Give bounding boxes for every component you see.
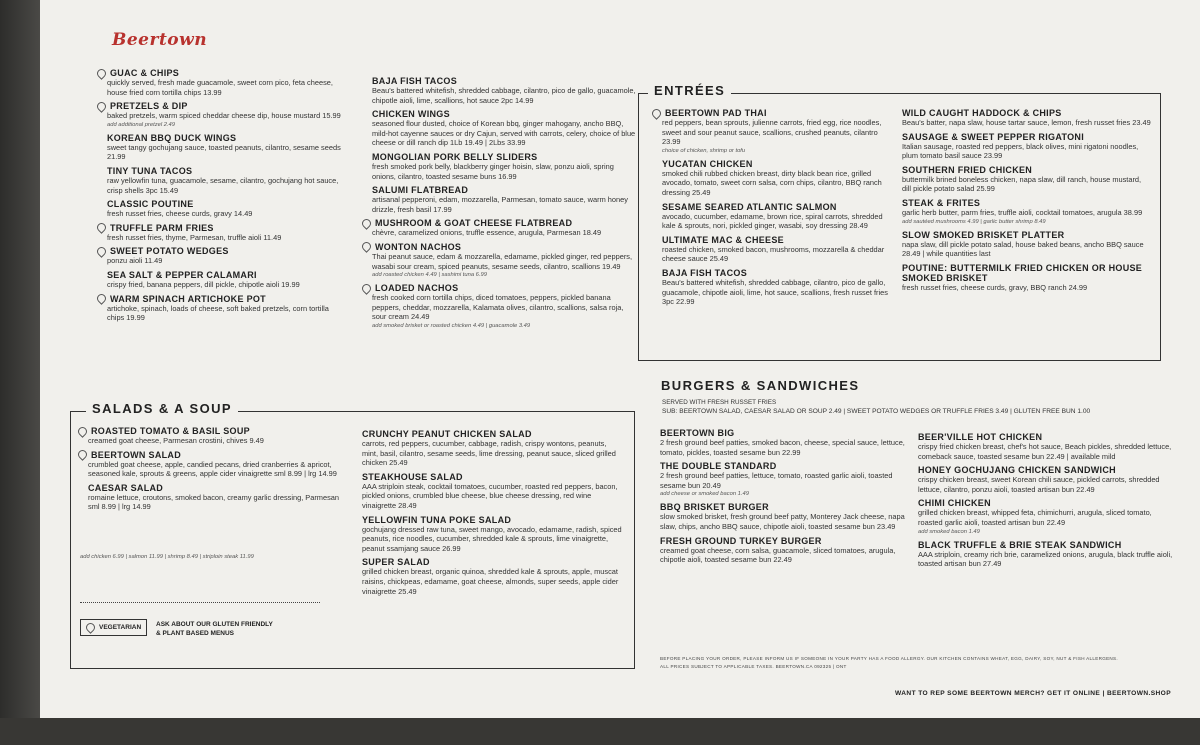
- burgers-served-note: SERVED WITH FRESH RUSSET FRIES: [662, 399, 777, 406]
- menu-item: [97, 68, 347, 97]
- vegetarian-legend: [80, 619, 147, 636]
- menu-item-title: SUPER SALAD: [362, 557, 430, 568]
- menu-item-name: [660, 461, 908, 471]
- menu-item-name: [97, 294, 347, 304]
- menu-item-title: GUAC & CHIPS: [110, 68, 180, 78]
- menu-item-title: STEAK & FRITES: [902, 197, 981, 208]
- menu-item: [362, 557, 624, 596]
- menu-item-title: CLASSIC POUTINE: [107, 199, 194, 210]
- menu-item: [652, 268, 897, 307]
- menu-page: [40, 0, 1200, 718]
- salads-right-column: [362, 429, 624, 600]
- menu-item-description: fresh russet fries, thyme, Parmesan, truffle aioli 11.49: [107, 232, 282, 242]
- menu-item: [902, 165, 1152, 194]
- menu-item-addon: add sautéed mushrooms 4.99 | garlic butter shrimp 8.49: [902, 218, 1046, 225]
- menu-item: [97, 294, 347, 323]
- menu-item-name: [78, 483, 348, 493]
- gluten-friendly-note: [156, 620, 273, 638]
- menu-item-description: crispy fried chicken breast, chef's hot sauce, Beach pickles, shredded lettuce, comeback sauce, toasted sesame bun 22.49 | available mild: [918, 442, 1172, 461]
- menu-item-title: SESAME SEARED ATLANTIC SALMON: [662, 201, 837, 212]
- menu-item: [918, 540, 1178, 569]
- menu-item: [362, 76, 637, 105]
- menu-item-title: MONGOLIAN PORK BELLY SLIDERS: [372, 151, 538, 162]
- menu-item: [97, 270, 347, 290]
- menu-item-title: WARM SPINACH ARTICHOKE POT: [110, 293, 266, 304]
- menu-item-description: fresh cooked corn tortilla chips, diced tomatoes, peppers, pickled banana peppers, cheddar, mozzarella, Kalamata olives, cilantro, scallions, salsa roja, sour cream 24.49: [372, 293, 624, 322]
- menu-item: [660, 428, 908, 457]
- brand-logo: Beertown: [112, 30, 208, 50]
- menu-item-name: [660, 502, 908, 512]
- menu-item-title: CHIMI CHICKEN: [918, 498, 991, 509]
- menu-item-name: [97, 246, 347, 256]
- menu-item-name: [918, 498, 1178, 508]
- menu-item-title: YELLOWFIN TUNA POKE SALAD: [362, 514, 512, 525]
- menu-item-name: [78, 450, 348, 460]
- menu-item: [362, 515, 624, 554]
- entrees-title: ENTRÉES: [648, 83, 731, 98]
- menu-item-title: WONTON NACHOS: [375, 241, 462, 252]
- menu-item-title: BLACK TRUFFLE & BRIE STEAK SANDWICH: [918, 539, 1122, 550]
- menu-item-description: sweet tangy gochujang sauce, toasted peanuts, cilantro, sesame seeds 21.99: [107, 142, 341, 162]
- tax-note: ALL PRICES SUBJECT TO APPLICABLE TAXES. BEERTOWN.CA 092325 | ONT: [660, 664, 847, 669]
- burgers-left-column: [660, 428, 908, 569]
- menu-item-name: [902, 263, 1152, 283]
- menu-item-title: ULTIMATE MAC & CHEESE: [662, 234, 784, 245]
- menu-item-description: Beau's battered whitefish, shredded cabbage, cilantro, pico de gallo, guacamole, chipotle aioli, lime, scallions, hot sauce 2pc 14.99: [372, 86, 636, 105]
- appetizers-middle-column: [362, 76, 637, 334]
- menu-item-title: SWEET POTATO WEDGES: [110, 246, 229, 257]
- menu-item-title: SEA SALT & PEPPER CALAMARI: [107, 269, 257, 280]
- menu-item: [97, 199, 347, 219]
- menu-item-description: chèvre, caramelized onions, truffle essence, arugula, Parmesan 18.49: [372, 228, 602, 238]
- menu-item-title: LOADED NACHOS: [375, 283, 459, 294]
- menu-item: [902, 198, 1152, 226]
- vegetarian-leaf-icon: [84, 621, 97, 634]
- menu-item-title: BEERTOWN PAD THAI: [665, 108, 767, 118]
- menu-item-title: SALUMI FLATBREAD: [372, 185, 469, 196]
- menu-item-addon: add cheese or smoked bacon 1.49: [660, 491, 749, 498]
- menu-item-title: BAJA FISH TACOS: [662, 267, 748, 278]
- menu-item: [97, 223, 347, 243]
- menu-item: [918, 465, 1178, 494]
- menu-item-title: CHICKEN WINGS: [372, 109, 450, 120]
- appetizers-left-column: [97, 68, 347, 327]
- menu-item-addon: choice of chicken, shrimp or tofu: [662, 147, 746, 154]
- burgers-title: BURGERS & SANDWICHES: [661, 378, 860, 393]
- allergen-note: BEFORE PLACING YOUR ORDER, PLEASE INFORM US IF SOMEONE IN YOUR PARTY HAS A FOOD ALLERGY. OUR KITCHEN CONTAINS WHEAT, EGG, DAIRY, SOY, NUT & FISH ALLERGENS.: [660, 656, 1118, 661]
- menu-item-name: [97, 133, 347, 143]
- menu-item-description: buttermilk brined boneless chicken, napa slaw, dill ranch, house mustard, dill pickle potato salad 25.99: [902, 174, 1142, 194]
- menu-item-name: [652, 202, 897, 212]
- menu-item: [902, 108, 1152, 128]
- menu-item: [660, 536, 908, 565]
- menu-item-name: [918, 465, 1178, 475]
- menu-item-title: YUCATAN CHICKEN: [662, 158, 753, 169]
- menu-item-title: TINY TUNA TACOS: [107, 165, 193, 176]
- menu-item-name: [660, 536, 908, 546]
- menu-item-name: [97, 101, 347, 111]
- menu-item-description: romaine lettuce, croutons, smoked bacon, creamy garlic dressing, Parmesan sml 8.99 | lrg 14.99: [88, 492, 339, 512]
- menu-item-description: creamed goat cheese, Parmesan crostini, chives 9.49: [88, 436, 264, 445]
- menu-item: [362, 283, 637, 330]
- menu-item-description: fresh russet fries, cheese curds, gravy 14.49: [107, 209, 253, 219]
- menu-item-description: carrots, red peppers, cucumber, cabbage, radish, crispy wontons, peanuts, mint, basil, cilantro, sesame seeds, lime dressing, peanut sauce, sliced grilled chicken 25.49: [362, 439, 616, 468]
- menu-item-name: [362, 557, 624, 567]
- menu-item-description: 2 fresh ground beef patties, smoked bacon, cheese, special sauce, lettuce, tomato, pickles, toasted sesame bun 22.99: [660, 438, 905, 457]
- menu-item-title: BEER'VILLE HOT CHICKEN: [918, 432, 1043, 442]
- menu-item-title: BAJA FISH TACOS: [372, 76, 458, 86]
- menu-item: [660, 461, 908, 498]
- merch-note: WANT TO REP SOME BEERTOWN MERCH? GET IT ONLINE | BEERTOWN.SHOP: [895, 690, 1171, 697]
- menu-item-name: [902, 230, 1152, 240]
- menu-item-name: [652, 235, 897, 245]
- menu-item-title: BEERTOWN BIG: [660, 428, 735, 438]
- menu-item-description: raw yellowfin tuna, guacamole, sesame, cilantro, gochujang hot sauce, crisp shells 3pc 15.49: [107, 175, 339, 195]
- menu-item: [918, 432, 1178, 461]
- menu-item-description: gochujang dressed raw tuna, sweet mango, avocado, edamame, radish, spiced peanuts, rice noodles, cucumber, shredded kale & sprouts, lime vinaigrette, peanut ssamjang sauce 26.99: [362, 524, 622, 553]
- menu-item-description: smoked chili rubbed chicken breast, dirty black bean rice, grilled avocado, tomato, sweet corn salsa, corn chips, cilantro, BBQ ranch dressing 25.49: [662, 168, 882, 197]
- menu-item: [652, 159, 897, 198]
- menu-item-name: [902, 198, 1152, 208]
- salads-divider: [80, 602, 320, 603]
- menu-item: [97, 246, 347, 266]
- menu-item-name: [918, 432, 1178, 442]
- menu-item: [97, 133, 347, 162]
- menu-item-title: KOREAN BBQ DUCK WINGS: [107, 132, 237, 143]
- menu-item-description: artichoke, spinach, loads of cheese, soft baked pretzels, corn tortilla chips 19.99: [107, 303, 329, 323]
- menu-item-description: Beau's batter, napa slaw, house tartar sauce, lemon, fresh russet fries 23.49: [902, 118, 1151, 127]
- menu-item-title: THE DOUBLE STANDARD: [660, 461, 777, 472]
- menu-item-description: AAA striploin, creamy rich brie, caramelized onions, arugula, black truffle aioli, toasted artisan bun 27.49: [918, 549, 1173, 569]
- menu-item-description: 2 fresh ground beef patties, lettuce, tomato, roasted garlic aioli, toasted sesame bun 20.49: [660, 471, 893, 490]
- menu-item-description: roasted chicken, smoked bacon, mushrooms, mozzarella & cheddar cheese sauce 25.49: [662, 244, 885, 264]
- menu-item-name: [97, 223, 347, 233]
- gluten-note-line-2: & PLANT BASED MENUS: [156, 630, 235, 637]
- menu-item-name: [902, 132, 1152, 142]
- menu-left-edge: [0, 0, 40, 745]
- burgers-sub-options: SUB: BEERTOWN SALAD, CAESAR SALAD OR SOUP 2.49 | SWEET POTATO WEDGES OR TRUFFLE FRIES 3.49 | GLUTEN FREE BUN 1.00: [662, 408, 1091, 415]
- menu-item-description: Thai peanut sauce, edam & mozzarella, edamame, pickled ginger, red peppers, wasabi sour cream, spiced peanuts, sesame seeds, cilantro, scallions 19.49: [372, 251, 633, 271]
- menu-item-description: quickly served, fresh made guacamole, sweet corn pico, feta cheese, house fried corn tortilla chips 13.99: [107, 78, 333, 97]
- menu-item: [652, 108, 897, 155]
- menu-item-name: [78, 426, 348, 436]
- menu-item: [362, 152, 637, 181]
- menu-item-title: SAUSAGE & SWEET PEPPER RIGATONI: [902, 131, 1084, 142]
- menu-item-name: [362, 472, 624, 482]
- menu-item-description: fresh russet fries, cheese curds, gravy, BBQ ranch 24.99: [902, 282, 1088, 292]
- entrees-left-column: [652, 108, 897, 311]
- menu-item-description: Beau's battered whitefish, shredded cabbage, cilantro, pico de gallo, guacamole, chipotle aioli, lime, hot sauce, scallions, fresh russet fries 3pc 22.99: [662, 277, 888, 307]
- menu-item-title: SLOW SMOKED BRISKET PLATTER: [902, 229, 1065, 240]
- menu-item: [362, 472, 624, 511]
- menu-item: [362, 242, 637, 279]
- burgers-right-column: [918, 432, 1178, 573]
- menu-item-name: [362, 218, 637, 228]
- menu-item-title: CRUNCHY PEANUT CHICKEN SALAD: [362, 429, 532, 439]
- menu-item-title: ROASTED TOMATO & BASIL SOUP: [91, 426, 250, 436]
- menu-item-description: creamed goat cheese, corn salsa, guacamole, sliced tomatoes, arugula, chipotle aioli, toasted sesame bun 22.49: [660, 545, 896, 565]
- menu-item-title: BEERTOWN SALAD: [91, 449, 182, 460]
- allergen-footer: [660, 655, 1180, 671]
- menu-item-description: AAA striploin steak, cocktail tomatoes, cucumber, roasted red peppers, bacon, pickled onions, crumbled blue cheese, blue cheese dressing, red wine vinaigrette 28.49: [362, 481, 618, 510]
- menu-item-name: [97, 68, 347, 78]
- menu-item-description: grilled chicken breast, whipped feta, chimichurri, arugula, sliced tomato, roasted garlic aioli, toasted artisan bun 22.49: [918, 508, 1152, 527]
- menu-item: [97, 166, 347, 195]
- menu-item: [362, 429, 624, 468]
- menu-item-name: [652, 159, 897, 169]
- menu-item-description: baked pretzels, warm spiced cheddar cheese dip, house mustard 15.99: [107, 111, 341, 121]
- menu-item-description: fresh smoked pork belly, blackberry ginger hoisin, slaw, ponzu aioli, spring onions, cilantro, toasted sesame buns 16.99: [372, 161, 614, 181]
- menu-item-name: [97, 166, 347, 176]
- menu-item-description: crumbled goat cheese, apple, candied pecans, dried cranberries & apricot, seasoned kale, sprouts & greens, apple cider vinaigrette sml 8.99 | lrg 14.99: [88, 459, 337, 479]
- menu-item-title: BBQ BRISKET BURGER: [660, 502, 769, 513]
- salads-title: SALADS & A SOUP: [86, 401, 238, 416]
- menu-item: [902, 263, 1152, 293]
- menu-item-description: crispy chicken breast, sweet Korean chili sauce, pickled carrots, shredded lettuce, cilantro, ponzu aioli, toasted artisan bun 22.49: [918, 475, 1160, 494]
- salads-left-column: [78, 426, 348, 516]
- menu-item-addon: add additional pretzel 2.49: [107, 121, 176, 128]
- menu-item-title: MUSHROOM & GOAT CHEESE FLATBREAD: [375, 218, 573, 229]
- entrees-right-column: [902, 108, 1152, 296]
- menu-item: [78, 426, 348, 446]
- menu-item: [362, 109, 637, 148]
- menu-item: [78, 483, 348, 512]
- menu-item-name: [362, 109, 637, 119]
- menu-item-name: [660, 428, 908, 438]
- menu-item: [362, 185, 637, 214]
- menu-item-name: [362, 283, 637, 293]
- menu-item-description: avocado, cucumber, edamame, brown rice, spiral carrots, shredded kale & sprouts, nori, pickled ginger, wasabi, soy dressing 28.49: [662, 211, 883, 231]
- menu-item-name: [362, 242, 637, 252]
- menu-item-name: [918, 540, 1178, 550]
- menu-item: [362, 218, 637, 238]
- menu-item-description: ponzu aioli 11.49: [107, 256, 163, 266]
- menu-item-name: [97, 199, 347, 209]
- menu-item: [902, 132, 1152, 161]
- menu-item: [918, 498, 1178, 535]
- menu-item-title: SOUTHERN FRIED CHICKEN: [902, 164, 1033, 175]
- menu-item: [78, 450, 348, 479]
- menu-item-description: seasoned flour dusted, choice of Korean bbq, ginger mahogany, ancho BBQ, mild-hot cayenne sauces or dry Cajun, served with carrots, celery, choice of blue cheese or dill ranch dip 1Lb 19.49 | 2Lbs 33.99: [372, 119, 636, 148]
- menu-item-addon: add smoked bacon 1.49: [918, 528, 980, 535]
- menu-item-name: [362, 76, 637, 86]
- menu-item-description: artisanal pepperoni, edam, mozzarella, Parmesan, tomato sauce, warm honey drizzle, fresh basil 17.99: [372, 195, 628, 214]
- menu-item-title: POUTINE: BUTTERMILK FRIED CHICKEN OR HOUSE SMOKED BRISKET: [902, 262, 1143, 283]
- menu-item-description: napa slaw, dill pickle potato salad, house baked beans, ancho BBQ sauce 28.49 | while quantities last: [902, 239, 1144, 259]
- menu-item-name: [97, 270, 347, 280]
- menu-item-addon: add roasted chicken 4.49 | sashimi tuna 6.99: [372, 272, 487, 279]
- menu-item-title: PRETZELS & DIP: [110, 101, 188, 112]
- menu-item-name: [362, 515, 624, 525]
- menu-item-name: [652, 268, 897, 278]
- menu-item-title: CAESAR SALAD: [88, 482, 164, 493]
- menu-item-description: slow smoked brisket, fresh ground beef patty, Monterey Jack cheese, napa slaw, chips, ancho BBQ sauce, chipotle aioli, toasted sesame bun 23.49: [660, 512, 905, 531]
- table-surface: [0, 718, 1200, 745]
- menu-item-title: FRESH GROUND TURKEY BURGER: [660, 535, 822, 546]
- menu-item-name: [902, 108, 1152, 118]
- menu-item: [902, 230, 1152, 259]
- menu-item-addon: add smoked brisket or roasted chicken 4.49 | guacamole 3.49: [372, 322, 531, 329]
- menu-item: [652, 202, 897, 231]
- menu-item-name: [652, 108, 897, 118]
- menu-item-name: [902, 165, 1152, 175]
- menu-item-description: red peppers, bean sprouts, julienne carrots, fried egg, rice noodles, sweet and sour peanut sauce, scallions, crushed peanuts, cilantro 23.99: [662, 118, 882, 147]
- menu-item-name: [362, 185, 637, 195]
- menu-item: [97, 101, 347, 129]
- menu-item: [652, 235, 897, 264]
- gluten-note-line-1: ASK ABOUT OUR GLUTEN FRIENDLY: [156, 621, 273, 628]
- salad-addons: add chicken 6.99 | salmon 11.99 | shrimp 8.49 | striploin steak 11.99: [80, 554, 254, 560]
- menu-item: [660, 502, 908, 531]
- menu-item-title: WILD CAUGHT HADDOCK & CHIPS: [902, 108, 1062, 118]
- menu-item-description: garlic herb butter, parm fries, truffle aioli, cocktail tomatoes, arugula 38.99: [902, 207, 1143, 217]
- menu-item-description: Italian sausage, roasted red peppers, black olives, mini rigatoni noodles, plum tomato basil sauce 23.99: [902, 141, 1139, 161]
- menu-item-description: grilled chicken breast, organic quinoa, shredded kale & sprouts, apple, muscat raisins, chickpeas, edamame, goat cheese, almonds, super seeds, apple cider vinaigrette 25.49: [362, 567, 619, 596]
- menu-item-description: crispy fried, banana peppers, dill pickle, chipotle aioli 19.99: [107, 279, 300, 289]
- menu-item-name: [362, 429, 624, 439]
- menu-item-name: [362, 152, 637, 162]
- menu-item-title: STEAKHOUSE SALAD: [362, 471, 463, 482]
- menu-item-title: TRUFFLE PARM FRIES: [110, 222, 214, 233]
- vegetarian-label: VEGETARIAN: [99, 624, 142, 631]
- menu-item-title: HONEY GOCHUJANG CHICKEN SANDWICH: [918, 465, 1116, 476]
